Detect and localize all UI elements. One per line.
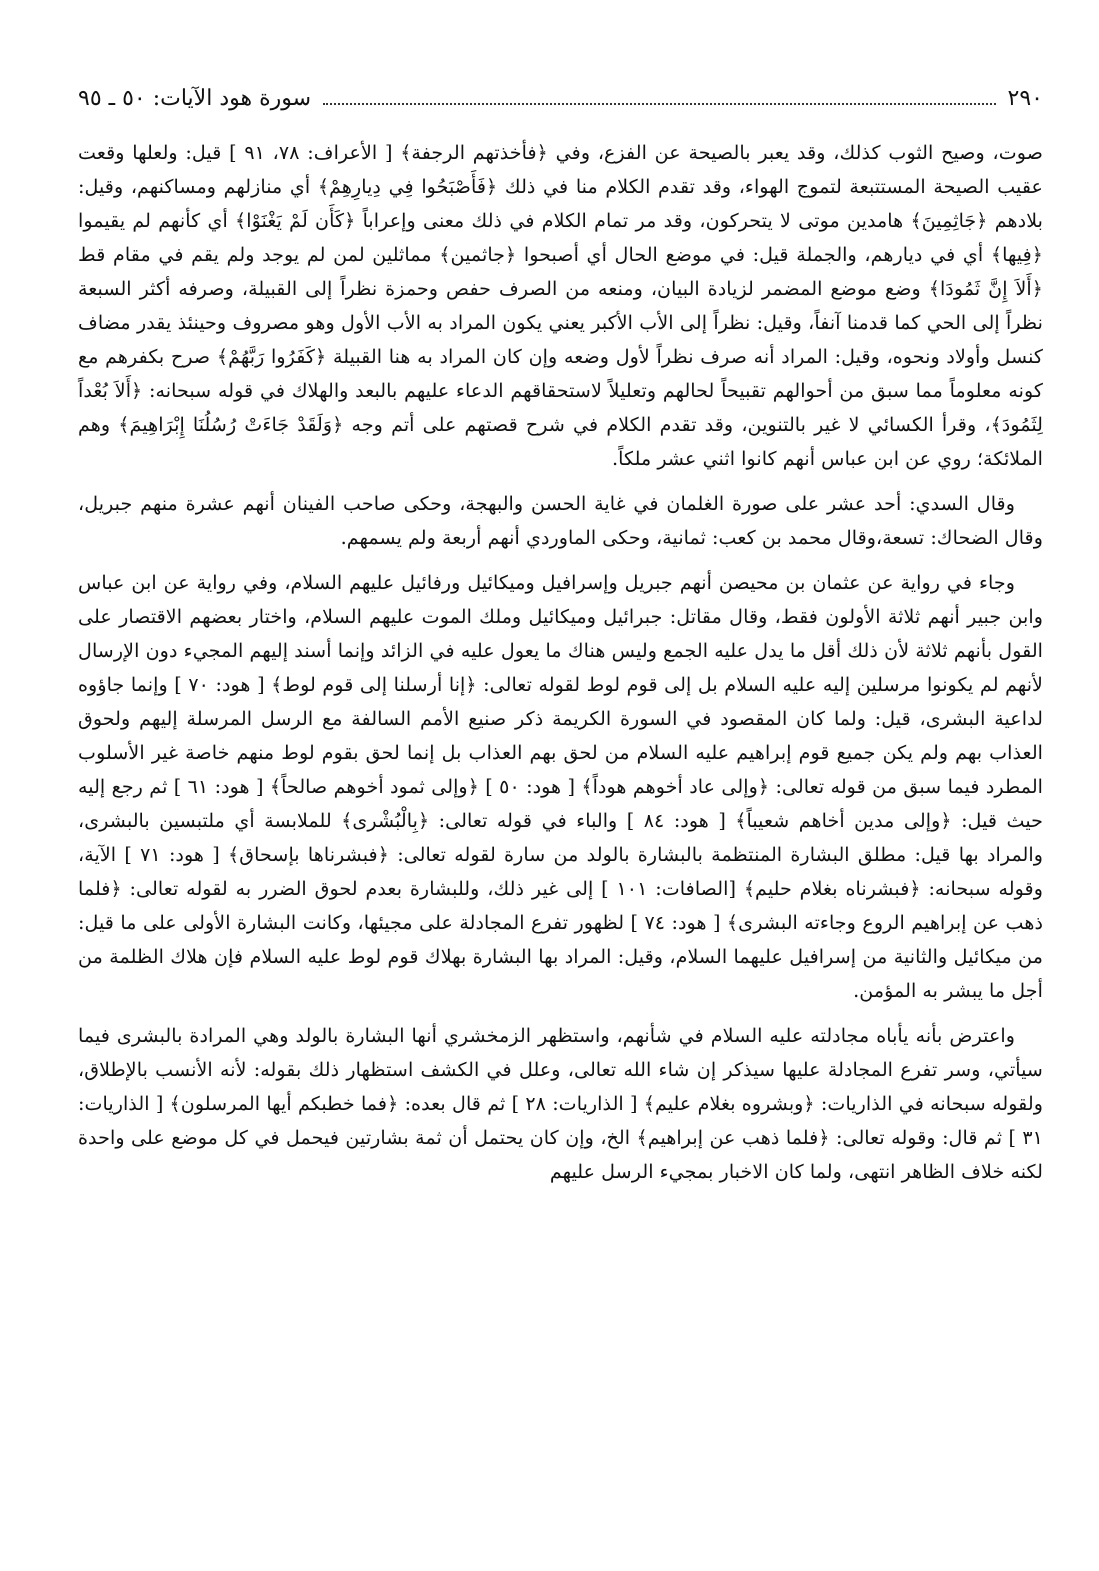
page-number: ٢٩٠ [1007, 86, 1043, 111]
dotted-leader [323, 102, 996, 105]
chapter-title: سورة هود الآيات: ٥٠ ـ ٩٥ [78, 86, 312, 111]
book-page [78, 0, 1043, 1571]
paragraph-3: وجاء في رواية عن عثمان بن محيصن أنهم جبريل وإسرافيل وميكائيل ورفائيل عليهم السلام، وفي رواية عن ابن عباس وابن جبير أنهم ثلاثة الأولون فقط، وقال مقاتل: جبرائيل وميكائيل وملك الموت عليهم السلام، واختار بعضهم الاقتصار على القول بأنهم ثلاثة لأن ذلك أقل ما يدل عليه الجمع وليس هناك ما يعول عليه في الزائد وإنما أسند إليهم المجيء دون الإرسال لأنهم لم يكونوا مرسلين إليه عليه السلام بل إلى قوم لوط لقوله تعالى: ﴿إنا أرسلنا إلى قوم لوط﴾ [ هود: ٧٠ ] وإنما جاؤوه لداعية البشرى، قيل: ولما كان المقصود في السورة الكريمة ذكر صنيع الأمم السالفة مع الرسل المرسلة إليهم ولحوق العذاب بهم ولم يكن جميع قوم إبراهيم عليه السلام من لحق بهم العذاب بل إنما لحق بقوم لوط منهم خاصة غير الأسلوب المطرد فيما سبق من قوله تعالى: ﴿وإلى عاد أخوهم هوداً﴾ [ هود: ٥٠ ] ﴿وإلى ثمود أخوهم صالحاً﴾ [ هود: ٦١ ] ثم رجع إليه حيث قيل: ﴿وإلى مدين أخاهم شعيباً﴾ [ هود: ٨٤ ] والباء في قوله تعالى: ﴿بِالْبُشْرى﴾ للملابسة أي ملتبسين بالبشرى، والمراد بها قيل: مطلق البشارة المنتظمة بالبشارة بالولد من سارة لقوله تعالى: ﴿فبشرناها بإسحاق﴾ [ هود: ٧١ ] الآية، وقوله سبحانه: ﴿فبشرناه بغلام حليم﴾ [الصافات: ١٠١ ] إلى غير ذلك، وللبشارة بعدم لحوق الضرر به لقوله تعالى: ﴿فلما ذهب عن إبراهيم الروع وجاءته البشرى﴾ [ هود: ٧٤ ] لظهور تفرع المجادلة على مجيئها، وكانت البشارة الأولى على ما قيل: من ميكائيل والثانية من إسرافيل عليهما السلام، وقيل: المراد بها البشارة بهلاك قوم لوط عليه السلام فإن هلاك الظلمة من أجل ما يبشر به المؤمن. [78, 571, 1044, 1002]
paragraph-4: واعترض بأنه يأباه مجادلته عليه السلام في شأنهم، واستظهر الزمخشري أنها البشارة بالولد وهي المرادة بالبشرى فيما سيأتي، وسر تفرع المجادلة عليها سيذكر إن شاء الله تعالى، وعلل في الكشف استظهار ذلك بقوله: لأنه الأنسب بالإطلاق، ولقوله سبحانه في الذاريات: ﴿وبشروه بغلام عليم﴾ [ الذاريات: ٢٨ ] ثم قال بعده: ﴿فما خطبكم أيها المرسلون﴾ [ الذاريات: ٣١ ] ثم قال: وقوله تعالى: ﴿فلما ذهب عن إبراهيم﴾ الخ، وإن كان يحتمل أن ثمة بشارتين فيحمل في كل موضع على واحدة لكنه خلاف الظاهر انتهى، ولما كان الاخبار بمجيء الرسل عليهم [78, 1024, 1043, 1183]
running-head [78, 86, 1043, 120]
body-text [78, 136, 1043, 1189]
paragraph-1: صوت، وصيح الثوب كذلك، وقد يعبر بالصيحة عن الفزع، وفي ﴿فأخذتهم الرجفة﴾ [ الأعراف: ٧٨، ٩١ ] قيل: ولعلها وقعت عقيب الصيحة المستتبعة لتموج الهواء، وقد تقدم الكلام منا في ذلك ﴿فَأَصْبَحُوا فِي دِيارِهِمْ﴾ أي منازلهم ومساكنهم، وقيل: بلادهم ﴿جَاثِمِينَ﴾ هامدين موتى لا يتحركون، وقد مر تمام الكلام في ذلك معنى وإعراباً ﴿كَأَن لَمْ يَغْنَوْا﴾ أي كأنهم لم يقيموا ﴿فِيها﴾ أي في ديارهم، والجملة قيل: في موضع الحال أي أصبحوا ﴿جاثمين﴾ مماثلين لمن لم يوجد ولم يقم في مقام قط ﴿أَلاَ إِنَّ ثَمُودَا﴾ وضع موضع المضمر لزيادة البيان، ومنعه من الصرف حفص وحمزة نظراً إلى القبيلة، وصرفه أكثر السبعة نظراً إلى الحي كما قدمنا آنفاً، وقيل: نظراً إلى الأب الأكبر يعني يكون المراد به الأب الأول وهو مصروف وحينئذ يقدر مضاف كنسل وأولاد ونحوه، وقيل: المراد أنه صرف نظراً لأول وضعه وإن كان المراد به هنا القبيلة ﴿كَفَرُوا رَبَّهُمْ﴾ صرح بكفرهم مع كونه معلوماً مما سبق من أحوالهم تقبيحاً لحالهم وتعليلاً لاستحقاقهم الدعاء عليهم بالبعد والهلاك في قوله سبحانه: ﴿أَلاَ بُعْداً لِثَمُودَ﴾، وقرأ الكسائي لا غير بالتنوين، وقد تقدم الكلام في شرح قصتهم على أتم وجه ﴿وَلَقَدْ جَاءَتْ رُسُلُنَا إِبْرَاهِيمَ﴾ وهم الملائكة؛ روي عن ابن عباس أنهم كانوا اثني عشر ملكاً. [78, 141, 1044, 470]
paragraph-2: وقال السدي: أحد عشر على صورة الغلمان في غاية الحسن والبهجة، وحكى صاحب الفينان أنهم عشرة منهم جبريل، وقال الضحاك: تسعة،وقال محمد بن كعب: ثمانية، وحكى الماوردي أنهم أربعة ولم يسمهم. [78, 492, 1043, 549]
